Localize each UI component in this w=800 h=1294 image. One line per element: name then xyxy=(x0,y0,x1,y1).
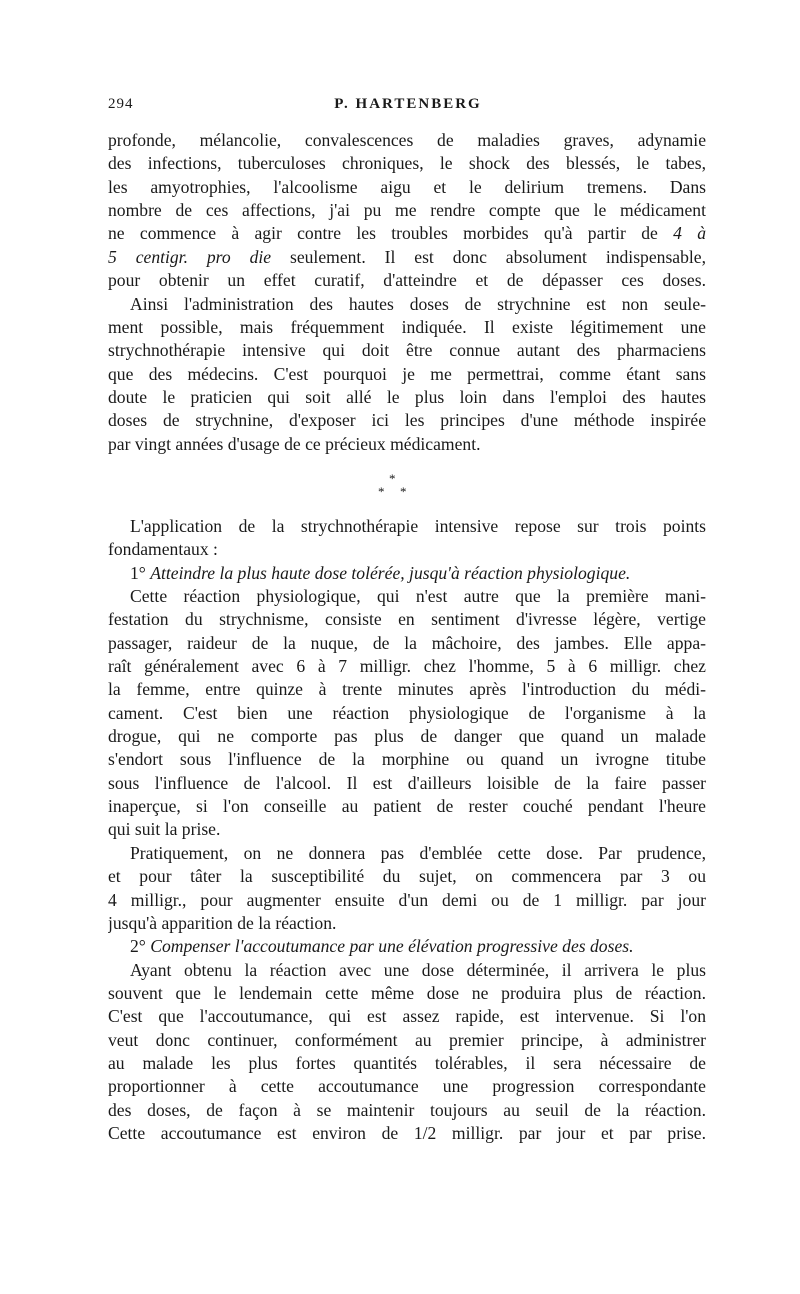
page-number: 294 xyxy=(108,96,134,112)
text-line: jusqu'à apparition de la réaction. xyxy=(108,912,337,933)
text-line: les amyotrophies, l'alcoolisme aigu et le delirium tremens. Dans xyxy=(108,176,706,197)
text-line: des infections, tuberculoses chroniques, le shock des blessés, le tabes, xyxy=(108,153,706,174)
asterisk: * xyxy=(400,484,407,499)
section-body xyxy=(108,515,706,1145)
text-line: Cette réaction physiologique, qui n'est autre que la première mani- xyxy=(130,586,706,607)
principle-title: Atteindre la plus haute dose tolérée, jusqu'à réaction physiologique. xyxy=(150,562,631,583)
running-head: P. HARTENBERG xyxy=(334,96,482,112)
text-line: au malade les plus fortes quantités tolérables, il sera nécessaire de xyxy=(108,1052,706,1073)
text-line: pour obtenir un effet curatif, d'atteindre et de dépasser ces doses. xyxy=(108,270,706,291)
text-line: s'endort sous l'influence de la morphine ou quand un ivrogne titube xyxy=(108,749,706,770)
text-line xyxy=(108,222,706,245)
text-line: doute le praticien qui soit allé le plus loin dans l'emploi des hautes xyxy=(108,386,706,407)
text-line: passager, raideur de la nuque, de la mâchoire, des jambes. Elle appa- xyxy=(108,632,706,653)
paragraph-continuation xyxy=(108,129,706,292)
text-line: 4 milligr., pour augmenter ensuite d'un demi ou de 1 milligr. par jour xyxy=(108,889,706,910)
text-line: drogue, qui ne comporte pas plus de danger que quand un malade xyxy=(108,726,706,747)
text-line: sous l'influence de l'alcool. Il est d'ailleurs loisible de la faire passer xyxy=(108,772,706,793)
text-line: qui suit la prise. xyxy=(108,819,221,840)
text-line: L'application de la strychnothérapie intensive repose sur trois points xyxy=(130,516,706,536)
dose-italic: 5 centigr. pro die xyxy=(108,246,272,267)
text-line: souvent que le lendemain cette même dose ne produira plus de réaction. xyxy=(108,982,706,1003)
dose-italic: 4 à xyxy=(673,223,706,244)
text-line: proportionner à cette accoutumance une progression correspondante xyxy=(108,1076,706,1097)
principle-number: 2° xyxy=(130,936,146,957)
principle-number: 1° xyxy=(130,562,146,583)
text-line: strychnothérapie intensive qui doit être connue autant des pharmaciens xyxy=(108,340,706,361)
paragraph-strychnotherapie xyxy=(108,293,706,456)
text-line: ment possible, mais fréquemment indiquée. Il existe légitimement une xyxy=(108,316,706,337)
text-line: profonde, mélancolie, convalescences de maladies graves, adynamie xyxy=(108,130,706,150)
text-line: Cette accoutumance est environ de 1/2 milligr. par jour et par prise. xyxy=(108,1122,706,1143)
text-line: la femme, entre quinze à trente minutes après l'introduction du médi- xyxy=(108,679,706,700)
text-segment: ne commence à agir contre les troubles morbides qu'à partir de xyxy=(108,223,658,244)
text-line: fondamentaux : xyxy=(108,539,218,560)
page-header xyxy=(108,96,708,120)
text-line: veut donc continuer, conformément au premier principe, à administrer xyxy=(108,1029,706,1050)
text-segment: seulement. Il est donc absolument indispensable, xyxy=(289,246,706,267)
section-asterism xyxy=(370,472,420,506)
text-line: cament. C'est bien une réaction physiologique de l'organisme à la xyxy=(108,702,706,723)
text-line: que des médecins. C'est pourquoi je me permettrai, comme étant sans xyxy=(108,363,706,384)
text-line: Ainsi l'administration des hautes doses de strychnine est non seule- xyxy=(130,293,706,314)
text-line: nombre de ces affections, j'ai pu me rendre compte que le médicament xyxy=(108,200,706,221)
text-line: Ayant obtenu la réaction avec une dose déterminée, il arrivera le plus xyxy=(130,959,706,980)
principle-title: Compenser l'accoutumance par une élévation progressive des doses. xyxy=(150,936,634,957)
text-line: des doses, de façon à se maintenir toujours au seuil de la réaction. xyxy=(108,1099,706,1120)
text-line: raît généralement avec 6 à 7 milligr. chez l'homme, 5 à 6 milligr. chez xyxy=(108,656,706,677)
principle-heading-1 xyxy=(108,562,706,585)
text-line: Pratiquement, on ne donnera pas d'emblée cette dose. Par prudence, xyxy=(130,842,706,863)
asterisk: * xyxy=(378,484,385,499)
asterisk: * xyxy=(389,471,396,486)
text-line: festation du strychnisme, consiste en sentiment d'ivresse légère, vertige xyxy=(108,609,706,630)
text-line: inaperçue, si l'on conseille au patient de rester couché pendant l'heure xyxy=(108,796,706,817)
text-line: et pour tâter la susceptibilité du sujet, on commencera par 3 ou xyxy=(108,866,706,887)
text-line: doses de strychnine, d'exposer ici les principes d'une méthode inspirée xyxy=(108,410,706,431)
text-line: par vingt années d'usage de ce précieux médicament. xyxy=(108,433,481,454)
principle-heading-2 xyxy=(108,935,706,958)
text-line xyxy=(108,246,706,269)
text-line: C'est que l'accoutumance, qui est assez rapide, est intervenue. Si l'on xyxy=(108,1006,706,1027)
